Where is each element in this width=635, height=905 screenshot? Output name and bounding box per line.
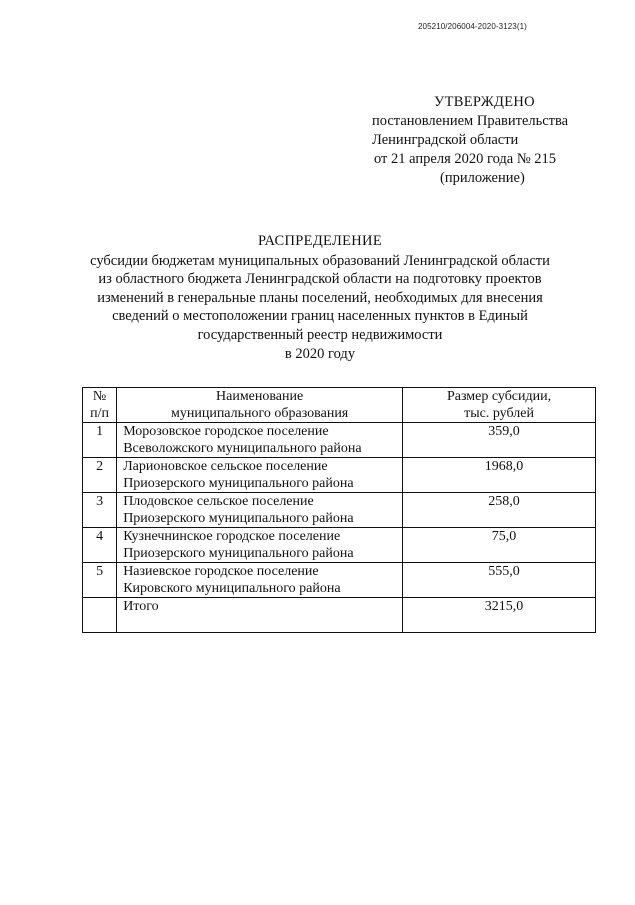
heading-line: изменений в генеральные планы поселений, необходимых для внесения	[97, 289, 543, 306]
row-number: 3	[83, 493, 117, 528]
table-row	[83, 563, 596, 598]
approval-block	[372, 93, 612, 188]
row-subsidy: 1968,0	[403, 458, 596, 493]
heading-line: государственный реестр недвижимости	[197, 326, 443, 343]
heading-line: субсидии бюджетам муниципальных образований Ленинградской области	[90, 252, 550, 269]
table-header-row	[83, 388, 596, 423]
header-number: № п/п	[83, 388, 117, 423]
table-row	[83, 458, 596, 493]
total-subsidy: 3215,0	[403, 598, 596, 633]
header-subsidy: Размер субсидии, тыс. рублей	[403, 388, 596, 423]
heading-line: сведений о местоположении границ населенных пунктов в Единый	[112, 308, 528, 325]
approval-line: (приложение)	[440, 170, 525, 186]
table-row	[83, 423, 596, 458]
row-municipality: Ларионовское сельское поселение Приозерского муниципального района	[117, 458, 403, 493]
row-subsidy: 75,0	[403, 528, 596, 563]
heading-line: из областного бюджета Ленинградской области на подготовку проектов	[98, 271, 542, 288]
row-subsidy: 359,0	[403, 423, 596, 458]
row-subsidy: 258,0	[403, 493, 596, 528]
table-row	[83, 528, 596, 563]
heading-title: РАСПРЕДЕЛЕНИЕ	[258, 233, 382, 249]
row-number: 5	[83, 563, 117, 598]
total-label: Итого	[117, 598, 403, 633]
heading-line: в 2020 году	[284, 345, 356, 362]
table-row	[83, 493, 596, 528]
row-subsidy: 555,0	[403, 563, 596, 598]
row-number: 2	[83, 458, 117, 493]
document-heading	[60, 232, 580, 363]
row-number: 1	[83, 423, 117, 458]
document-id: 205210/206004-2020-3123(1)	[418, 22, 527, 31]
approval-line: Ленинградской области	[372, 132, 519, 148]
row-number: 4	[83, 528, 117, 563]
approval-line: от 21 апреля 2020 года № 215	[374, 151, 557, 167]
row-municipality: Назиевское городское поселение Кировского муниципального района	[117, 563, 403, 598]
approval-title: УТВЕРЖДЕНО	[434, 94, 535, 110]
header-municipality: Наименование муниципального образования	[117, 388, 403, 423]
row-municipality: Плодовское сельское поселение Приозерского муниципального района	[117, 493, 403, 528]
row-number-empty	[83, 598, 117, 633]
row-municipality: Кузнечнинское городское поселение Приозерского муниципального района	[117, 528, 403, 563]
row-municipality: Морозовское городское поселение Всеволожского муниципального района	[117, 423, 403, 458]
approval-line: постановлением Правительства	[372, 113, 569, 129]
table-total-row	[83, 598, 596, 633]
distribution-table	[82, 387, 596, 633]
